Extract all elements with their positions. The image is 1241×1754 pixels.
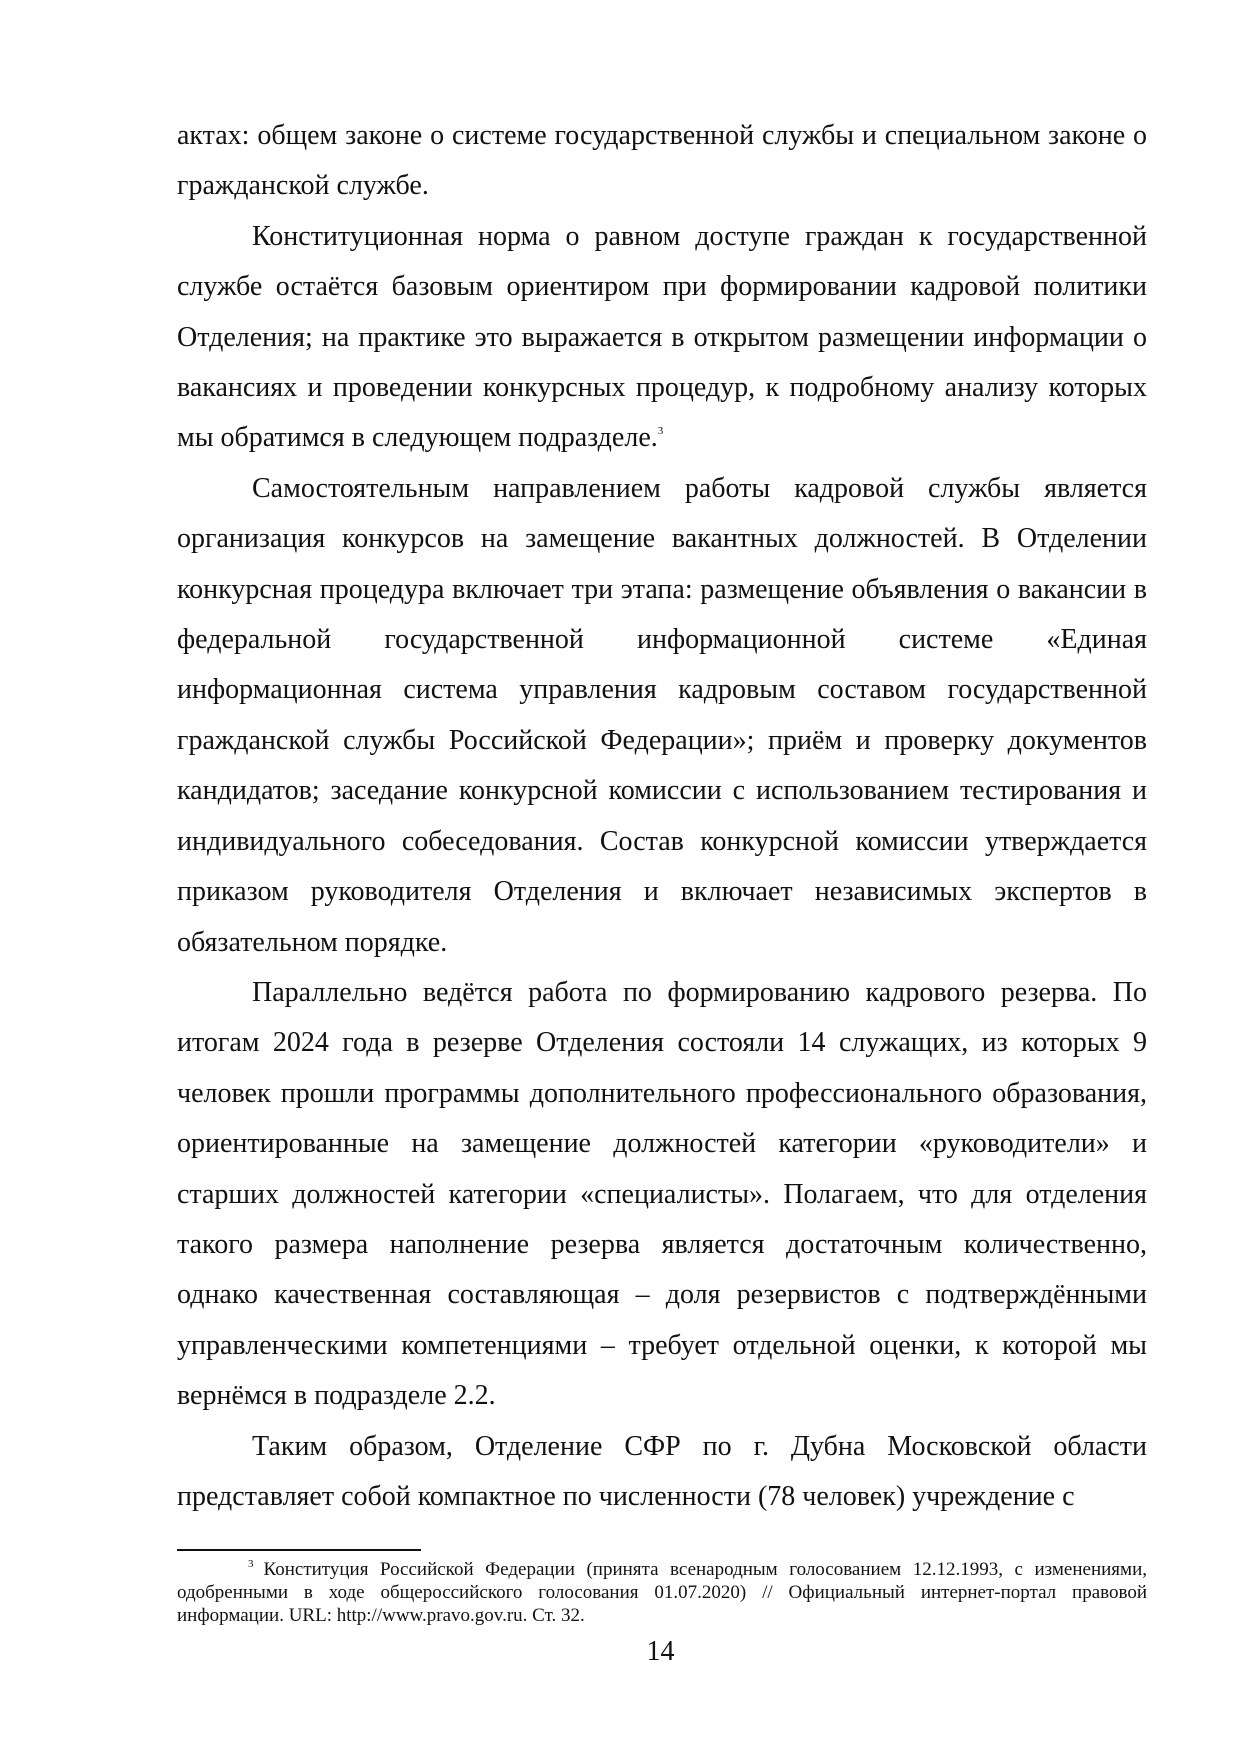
footnote-text: Конституция Российской Федерации (принята всенародным голосованием 12.12.1993, с изменениями, одобренными в ходе общероссийского голосования 01.07.2020) // Официальный интернет-портал правовой информации. URL: http://www.pravo.gov.ru. Ст. 32. — [177, 1559, 1147, 1626]
paragraph-2-text: Конституционная норма о равном доступе граждан к государственной службе остаётся базовым ориентиром при формировании кадровой политики Отделения; на практике это выражается в открытом размещении информации о вакансиях и проведении конкурсных процедур, к подробному анализу которых мы обратимся в следующем подразделе. — [177, 220, 1147, 454]
paragraph-4-text: Параллельно ведётся работа по формированию кадрового резерва. По итогам 2024 года в резерве Отделения состояли 14 служащих, из которых 9 человек прошли программы дополнительного профессионального образования, ориентированные на замещение должностей категории «руководители» и старших должностей категории «специалисты». Полагаем, что для отделения такого размера наполнение резерва является достаточным количественно, однако качественная составляющая – доля резервистов с подтверждёнными управленческими компетенциями – требует отдельной оценки, к которой мы вернёмся в подразделе 2.2. — [177, 976, 1147, 1412]
paragraph-1-text: актах: общем законе о системе государственной службы и специальном законе о гражданской службе. — [177, 120, 1147, 202]
paragraph-3-text: Самостоятельным направлением работы кадровой службы является организация конкурсов на замещение вакантных должностей. В Отделении конкурсная процедура включает три этапа: размещение объявления о вакансии в федеральной государственной информационной системе «Единая информационная система управления кадровым составом государственной гражданской службы Российской Федерации»; приём и проверку документов кандидатов; заседание конкурсной комиссии с использованием тестирования и индивидуального собеседования. Состав конкурсной комиссии утверждается приказом руководителя Отделения и включает независимых экспертов в обязательном порядке. — [177, 472, 1147, 958]
footnote — [177, 1558, 1147, 1627]
body-text — [177, 111, 1147, 1522]
footnote-separator — [177, 1549, 421, 1551]
footnote-reference[interactable]: 3 — [657, 425, 664, 438]
paragraph-5 — [177, 1422, 1147, 1523]
paragraph-3 — [177, 464, 1147, 968]
paragraph-5-text: Таким образом, Отделение СФР по г. Дубна Московской области представляет собой компактное по численности (78 человек) учреждение с — [177, 1430, 1147, 1512]
paragraph-1 — [177, 111, 1147, 212]
paragraph-4 — [177, 968, 1147, 1422]
footnote-mark: 3 — [248, 1558, 254, 1570]
page-number: 14 — [646, 1636, 675, 1667]
paragraph-2 — [177, 212, 1147, 464]
